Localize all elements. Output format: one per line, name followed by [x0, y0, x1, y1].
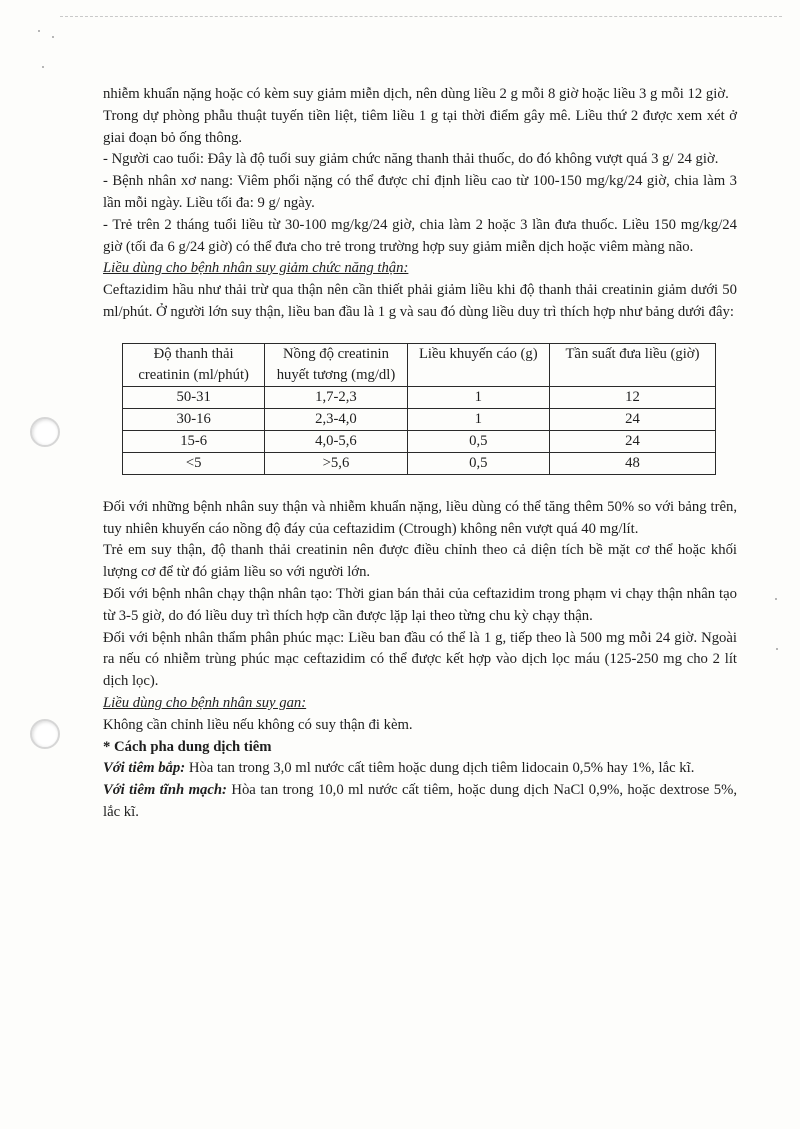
preparation-heading: * Cách pha dung dịch tiêm — [103, 738, 272, 755]
table-cell: 0,5 — [407, 452, 549, 474]
table-cell: 15-6 — [123, 430, 265, 452]
scan-speck — [775, 598, 777, 600]
table-cell: 50-31 — [123, 386, 265, 408]
scan-speck — [38, 30, 40, 32]
intramuscular-label: Với tiêm bắp: — [103, 760, 186, 777]
paragraph-peritoneal-dialysis: Đối với bệnh nhân thẩm phân phúc mạc: Liều ban đầu có thể là 1 g, tiếp theo là 500 mg mỗi 24 giờ. Ngoài ra nếu có nhiễm trùng phúc mạc ceftazidim có thể được kết hợp vào dịch lọc máu (125-250 mg cho 2 lít dịch lọc). — [103, 629, 737, 690]
intravenous-instructions — [103, 780, 737, 824]
table-cell: 1 — [407, 408, 549, 430]
document-body — [103, 84, 737, 824]
paragraph: Trong dự phòng phẫu thuật tuyến tiền liệt, tiêm liều 1 g tại thời điểm gây mê. Liều thứ 2 được xem xét ở giai đoạn bỏ ống thông. — [103, 107, 737, 146]
table-cell: 1 — [407, 386, 549, 408]
renal-heading: Liều dùng cho bệnh nhân suy giảm chức năng thận: — [103, 260, 409, 277]
table-cell: >5,6 — [265, 452, 407, 474]
table-row — [123, 386, 716, 408]
column-header: Độ thanh thải creatinin (ml/phút) — [123, 343, 265, 386]
table-cell: 2,3-4,0 — [265, 408, 407, 430]
column-header: Tần suất đưa liều (giờ) — [549, 343, 715, 386]
table-cell: <5 — [123, 452, 265, 474]
hepatic-heading: Liều dùng cho bệnh nhân suy gan: — [103, 694, 307, 711]
table-cell: 1,7-2,3 — [265, 386, 407, 408]
table-header-row — [123, 343, 716, 386]
intramuscular-text: Hòa tan trong 3,0 ml nước cất tiêm hoặc dung dịch tiêm lidocain 0,5% hay 1%, lắc kĩ. — [185, 760, 695, 777]
table-cell: 30-16 — [123, 408, 265, 430]
table-cell: 48 — [549, 452, 715, 474]
table-cell: 12 — [549, 386, 715, 408]
column-header: Liều khuyến cáo (g) — [407, 343, 549, 386]
scan-speck — [776, 648, 778, 650]
table-row — [123, 408, 716, 430]
column-header: Nồng độ creatinin huyết tương (mg/dl) — [265, 343, 407, 386]
table-row — [123, 430, 716, 452]
paragraph-children-renal: Trẻ em suy thận, độ thanh thải creatinin nên được điều chỉnh theo cả diện tích bề mặt cơ thể hoặc khối lượng cơ để từ đó giảm liều so với người lớn. — [103, 542, 737, 581]
intravenous-label: Với tiêm tĩnh mạch: — [103, 782, 227, 799]
paragraph: nhiễm khuẩn nặng hoặc có kèm suy giảm miễn dịch, nên dùng liều 2 g mỗi 8 giờ hoặc liều 3 g mỗi 12 giờ. — [103, 86, 729, 102]
punch-hole-bottom — [30, 719, 60, 749]
table-cell: 24 — [549, 430, 715, 452]
renal-dose-table — [122, 343, 716, 475]
table-cell: 24 — [549, 408, 715, 430]
table-cell: 0,5 — [407, 430, 549, 452]
intravenous-text: Hòa tan trong 10,0 ml nước cất tiêm, hoặc dung dịch NaCl 0,9%, hoặc dextrose 5%, lắc kĩ. — [103, 782, 737, 820]
scan-speck — [42, 66, 44, 68]
scan-speck — [52, 36, 54, 38]
table-row — [123, 452, 716, 474]
bullet-children: - Trẻ trên 2 tháng tuổi liều từ 30-100 mg/kg/24 giờ, chia làm 2 hoặc 3 lần đưa thuốc. Liều 150 mg/kg/24 giờ (tối đa 6 g/24 giờ) có thể đưa cho trẻ trong trường hợp suy giảm miễn dịch hoặc viêm màng não. — [103, 216, 737, 255]
intramuscular-instructions — [103, 758, 737, 780]
bullet-cystic-fibrosis: - Bệnh nhân xơ nang: Viêm phổi nặng có thể được chỉ định liều cao từ 100-150 mg/kg/24 giờ, chia làm 3 lần mỗi ngày. Liều tối đa: 9 g/ ngày. — [103, 173, 737, 211]
scan-top-rule — [60, 16, 782, 17]
punch-hole-top — [30, 417, 60, 447]
renal-intro: Ceftazidim hầu như thải trừ qua thận nên cần thiết phải giảm liều khi độ thanh thải creatinin giảm dưới 50 ml/phút. Ở người lớn suy thận, liều ban đầu là 1 g và sau đó dùng liều duy trì thích hợp như bảng dưới đây: — [103, 282, 737, 320]
paragraph-hemodialysis: Đối với bệnh nhân chạy thận nhân tạo: Thời gian bán thải của ceftazidim trong phạm vi chạy thận nhân tạo từ 3-5 giờ, do đó liều duy trì thích hợp cần được lặp lại theo từng chu kỳ chạy thận. — [103, 585, 737, 624]
table-cell: 4,0-5,6 — [265, 430, 407, 452]
hepatic-text: Không cần chỉnh liều nếu không có suy thận đi kèm. — [103, 716, 413, 733]
paragraph-severe-infection: Đối với những bệnh nhân suy thận và nhiễm khuẩn nặng, liều dùng có thể tăng thêm 50% so với bảng trên, tuy nhiên khuyến cáo nồng độ đáy của ceftazidim (Ctrough) không nên vượt quá 40 mg/lít. — [103, 498, 737, 537]
bullet-elderly: - Người cao tuổi: Đây là độ tuổi suy giảm chức năng thanh thải thuốc, do đó không vượt quá 3 g/ 24 giờ. — [103, 151, 719, 168]
